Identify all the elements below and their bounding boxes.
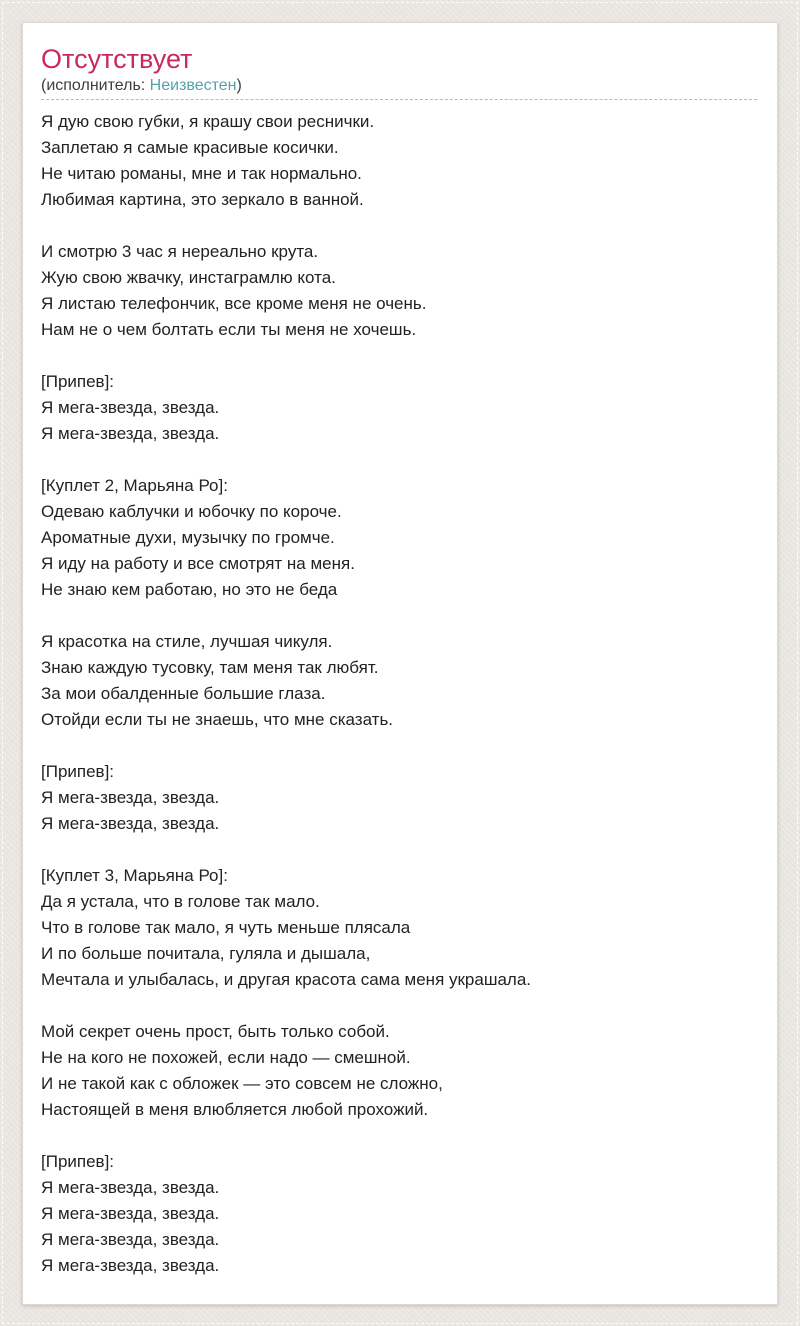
- lyrics-line: Не на кого не похожей, если надо — смешной.: [41, 1048, 411, 1067]
- lyrics-line: Ароматные духи, музычку по громче.: [41, 528, 335, 547]
- stanza: [41, 863, 757, 993]
- lyrics-line: Настоящей в меня влюбляется любой прохожий.: [41, 1100, 429, 1119]
- stanza: [41, 1149, 757, 1279]
- lyrics-line: [Куплет 3, Марьяна Ро]:: [41, 866, 228, 885]
- lyrics-line: Я иду на работу и все смотрят на меня.: [41, 554, 355, 573]
- lyrics-line: Да я устала, что в голове так мало.: [41, 892, 320, 911]
- lyrics-line: Знаю каждую тусовку, там меня так любят.: [41, 658, 379, 677]
- song-subtitle: [41, 75, 757, 97]
- lyrics-line: Я листаю телефончик, все кроме меня не очень.: [41, 294, 427, 313]
- stanza: [41, 629, 757, 733]
- dashed-separator: [41, 97, 757, 100]
- stanza: [41, 1019, 757, 1123]
- stanza: [41, 759, 757, 837]
- lyrics-line: Не знаю кем работаю, но это не беда: [41, 580, 338, 599]
- lyrics-line: Мечтала и улыбалась, и другая красота сама меня украшала.: [41, 970, 532, 989]
- lyrics-line: Я мега-звезда, звезда.: [41, 398, 220, 417]
- lyrics-line: Я мега-звезда, звезда.: [41, 1256, 220, 1275]
- lyrics: [41, 109, 757, 1279]
- artist-link[interactable]: Неизвестен: [149, 77, 237, 94]
- lyrics-line: [Припев]:: [41, 762, 115, 781]
- stanza: [41, 473, 757, 603]
- lyrics-line: Я мега-звезда, звезда.: [41, 1204, 220, 1223]
- lyrics-line: Что в голове так мало, я чуть меньше плясала: [41, 918, 411, 937]
- lyrics-line: За мои обалденные большие глаза.: [41, 684, 326, 703]
- lyrics-line: Отойди если ты не знаешь, что мне сказать.: [41, 710, 394, 729]
- lyrics-line: [Припев]:: [41, 1152, 115, 1171]
- lyrics-line: Я мега-звезда, звезда.: [41, 814, 220, 833]
- lyrics-line: Я мега-звезда, звезда.: [41, 1230, 220, 1249]
- lyrics-line: И смотрю 3 час я нереально крута.: [41, 242, 319, 261]
- stanza: [41, 109, 757, 213]
- lyrics-line: И не такой как с обложек — это совсем не сложно,: [41, 1074, 443, 1093]
- lyrics-line: И по больше почитала, гуляла и дышала,: [41, 944, 371, 963]
- lyrics-line: [Припев]:: [41, 372, 115, 391]
- lyrics-card: [22, 22, 778, 1305]
- stanza: [41, 369, 757, 447]
- artist-label-suffix: ): [236, 77, 242, 94]
- lyrics-line: Жую свою жвачку, инстаграмлю кота.: [41, 268, 336, 287]
- stanza: [41, 239, 757, 343]
- lyrics-line: Я дую свою губки, я крашу свои реснички.: [41, 112, 375, 131]
- lyrics-line: Не читаю романы, мне и так нормально.: [41, 164, 362, 183]
- lyrics-line: Мой секрет очень прост, быть только собой.: [41, 1022, 390, 1041]
- lyrics-line: [Куплет 2, Марьяна Ро]:: [41, 476, 228, 495]
- lyrics-line: Одеваю каблучки и юбочку по короче.: [41, 502, 342, 521]
- lyrics-line: Я мега-звезда, звезда.: [41, 424, 220, 443]
- lyrics-line: Я красотка на стиле, лучшая чикуля.: [41, 632, 333, 651]
- lyrics-line: Нам не о чем болтать если ты меня не хочешь.: [41, 320, 417, 339]
- lyrics-line: Любимая картина, это зеркало в ванной.: [41, 190, 364, 209]
- lyrics-line: Заплетаю я самые красивые косички.: [41, 138, 339, 157]
- song-title: Отсутствует: [41, 44, 193, 74]
- artist-label-prefix: (исполнитель:: [41, 77, 150, 94]
- lyrics-line: Я мега-звезда, звезда.: [41, 1178, 220, 1197]
- lyrics-line: Я мега-звезда, звезда.: [41, 788, 220, 807]
